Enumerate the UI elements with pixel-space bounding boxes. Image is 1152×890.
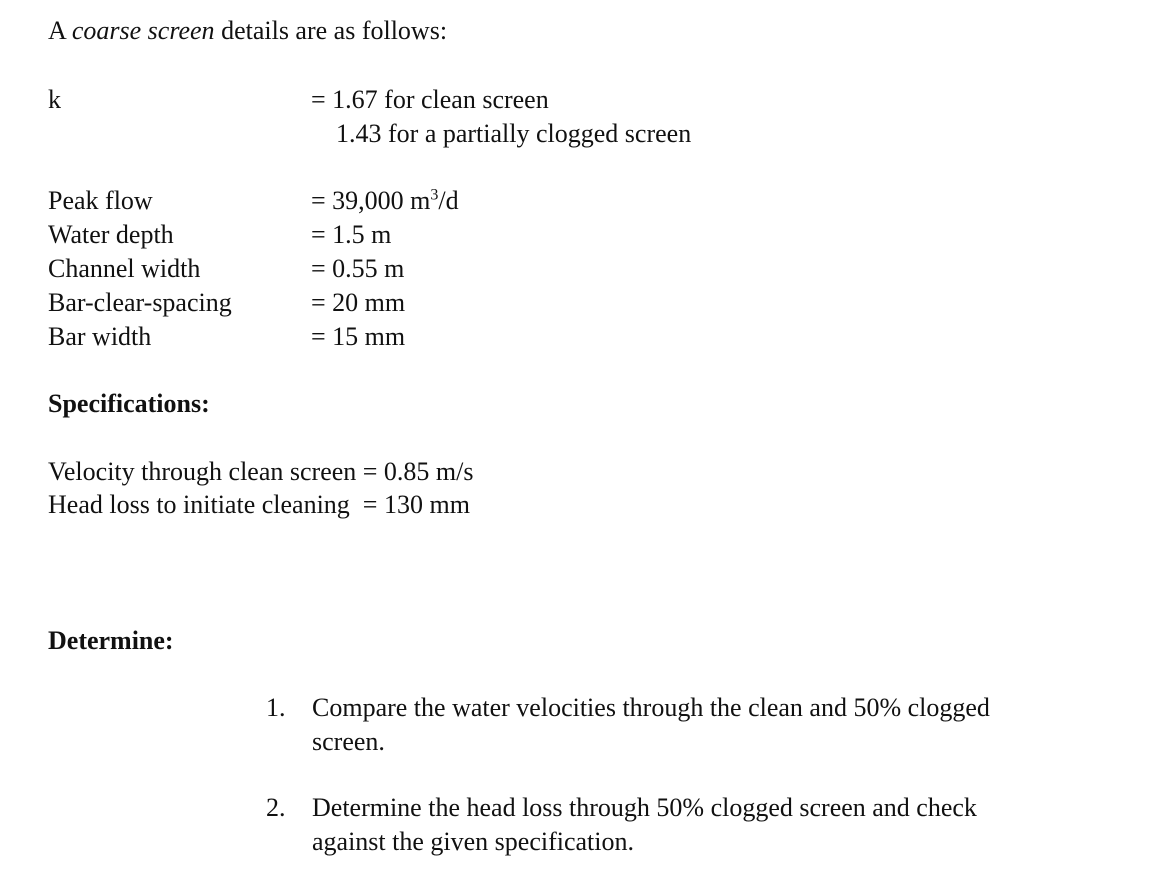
param-value-water-depth: = 1.5 m	[311, 220, 392, 249]
param-value-bar-clear-spacing: = 20 mm	[311, 288, 406, 317]
determine-heading: Determine:	[48, 626, 174, 655]
param-label-peak-flow: Peak flow	[48, 186, 153, 215]
item-number-2: 2.	[266, 793, 286, 822]
k-value-clean: = 1.67 for clean screen	[311, 85, 549, 114]
param-value-bar-width: = 15 mm	[311, 322, 406, 351]
item-2-line-1: Determine the head loss through 50% clogged screen and check	[312, 793, 977, 822]
specifications-heading: Specifications:	[48, 389, 210, 418]
param-label-bar-clear-spacing: Bar-clear-spacing	[48, 288, 232, 317]
intro-emphasis: coarse screen	[71, 16, 215, 45]
peak-flow-value-suffix: /d	[438, 186, 459, 215]
param-value-peak-flow	[311, 184, 459, 218]
spec-line-velocity: Velocity through clean screen = 0.85 m/s	[48, 457, 474, 486]
intro-sentence	[48, 14, 447, 48]
param-label-water-depth: Water depth	[48, 220, 174, 249]
param-label-bar-width: Bar width	[48, 322, 152, 351]
peak-flow-value-sup: 3	[430, 186, 439, 204]
spec-line-head-loss: Head loss to initiate cleaning = 130 mm	[48, 490, 470, 519]
item-number-1: 1.	[266, 693, 286, 722]
intro-suffix: details are as follows:	[214, 16, 448, 45]
k-label: k	[48, 85, 61, 114]
param-label-channel-width: Channel width	[48, 254, 201, 283]
k-value-clogged: 1.43 for a partially clogged screen	[336, 119, 692, 148]
item-1-line-2: screen.	[312, 727, 385, 756]
param-value-channel-width: = 0.55 m	[311, 254, 405, 283]
intro-prefix: A	[48, 16, 72, 45]
peak-flow-value-prefix: = 39,000 m	[311, 186, 431, 215]
item-2-line-2: against the given specification.	[312, 827, 635, 856]
item-1-line-1: Compare the water velocities through the clean and 50% clogged	[312, 693, 990, 722]
